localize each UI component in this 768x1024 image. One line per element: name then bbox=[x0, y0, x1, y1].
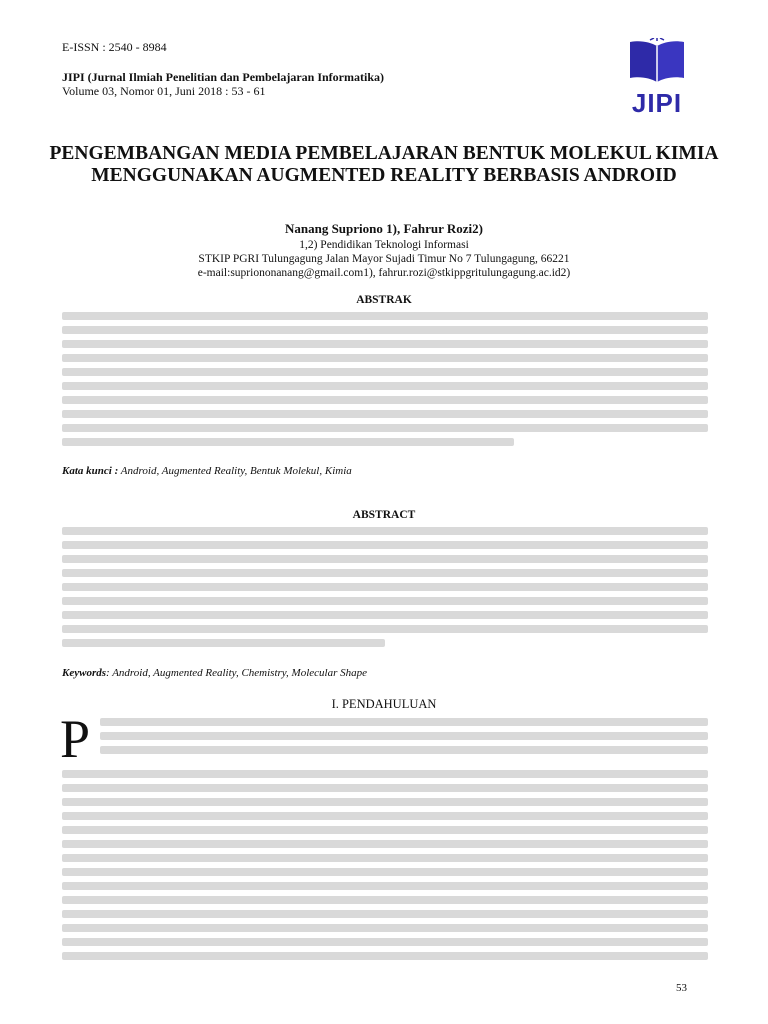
intro-heading: I. PENDAHULUAN bbox=[331, 697, 437, 711]
kata-kunci-text: Android, Augmented Reality, Bentuk Molekul, Kimia bbox=[120, 465, 352, 477]
book-icon bbox=[620, 38, 694, 88]
authors: Nanang Supriono 1), Fahrur Rozi2) bbox=[284, 221, 484, 236]
kata-kunci-label: Kata kunci : bbox=[62, 465, 119, 477]
keywords-label: Keywords bbox=[62, 667, 106, 679]
kata-kunci bbox=[62, 465, 352, 477]
issn: E-ISSN : 2540 - 8984 bbox=[62, 40, 167, 54]
keywords bbox=[62, 667, 367, 679]
keywords-text: : Android, Augmented Reality, Chemistry, Molecular Shape bbox=[106, 667, 368, 679]
jipi-logo bbox=[620, 38, 694, 118]
intro-body-placeholder-b bbox=[62, 770, 708, 966]
journal-info bbox=[62, 70, 384, 98]
abstrak-body-placeholder bbox=[62, 312, 708, 452]
abstract-heading: ABSTRACT bbox=[352, 509, 416, 521]
abstract-body-placeholder bbox=[62, 527, 708, 653]
affiliation-address: STKIP PGRI Tulungagung Jalan Mayor Sujadi Timur No 7 Tulungagung, 66221 bbox=[198, 253, 570, 265]
paper-title: PENGEMBANGAN MEDIA PEMBELAJARAN BENTUK MOLEKUL KIMIA MENGGUNAKAN AUGMENTED REALITY BERBASIS ANDROID bbox=[49, 143, 719, 186]
affiliation-email: e-mail:supriononanang@gmail.com1), fahrur.rozi@stkippgritulungagung.ac.id2) bbox=[197, 267, 571, 279]
abstrak-heading: ABSTRAK bbox=[356, 294, 412, 306]
page-number: 53 bbox=[676, 982, 687, 994]
intro-body-placeholder-a bbox=[100, 718, 708, 760]
affiliation-dept: 1,2) Pendidikan Teknologi Informasi bbox=[299, 239, 469, 251]
journal-volume: Volume 03, Nomor 01, Juni 2018 : 53 - 61 bbox=[62, 84, 266, 98]
intro-dropcap: P bbox=[60, 709, 91, 769]
logo-text: JIPI bbox=[631, 88, 683, 118]
journal-name: JIPI (Jurnal Ilmiah Penelitian dan Pembelajaran Informatika) bbox=[62, 70, 385, 84]
